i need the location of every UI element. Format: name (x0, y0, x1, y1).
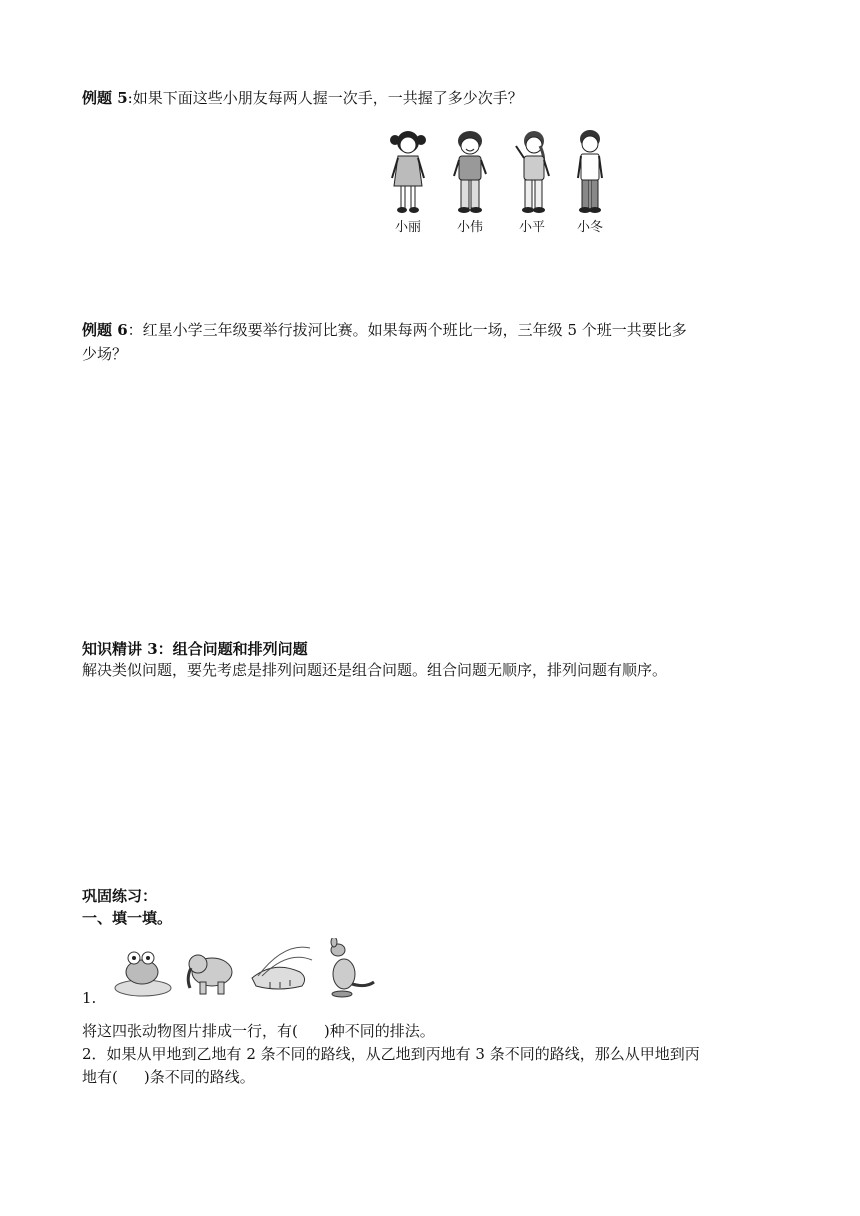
child-figure (442, 128, 498, 236)
children-illustration (380, 128, 616, 236)
child-figure (562, 128, 618, 236)
q2-text-line2 (82, 1066, 255, 1088)
girl-waving-figure-icon (512, 128, 552, 214)
knowledge3-title: 知识精讲 3：组合问题和排列问题 (82, 640, 308, 658)
frog-icon (112, 938, 174, 1000)
example6-question (82, 319, 687, 341)
kangaroo-icon (320, 938, 376, 1000)
q1-text-post: )种不同的排法。 (323, 1022, 435, 1040)
q2-text-post: )条不同的路线。 (143, 1068, 255, 1086)
child-name: 小冬 (576, 220, 603, 235)
child-name: 小丽 (394, 220, 421, 235)
q1-number: 1. (82, 989, 97, 1007)
example5-question (82, 87, 523, 109)
practice-title: 巩固练习： (82, 887, 158, 905)
q1-text (82, 1020, 435, 1042)
child-figure (380, 128, 436, 236)
boy-standing-figure-icon (570, 128, 610, 214)
animal-pictures (112, 938, 377, 1000)
knowledge3-body: 解决类似问题，要先考虑是排列问题还是组合问题。组合问题无顺序，排列问题有顺序。 (82, 661, 668, 679)
child-name: 小平 (518, 220, 545, 235)
shrimp-icon (244, 938, 314, 1000)
q2-text-line1: 2．如果从甲地到乙地有 2 条不同的路线，从乙地到丙地有 3 条不同的路线，那么从甲地到丙 (82, 1045, 700, 1063)
boy-figure-icon (450, 128, 490, 214)
example6-text-line2: 少场？ (82, 345, 128, 363)
example6-text-line1: ：红星小学三年级要举行拔河比赛。如果每两个班比一场，三年级 5 个班一共要比多 (127, 321, 687, 339)
child-name: 小伟 (456, 220, 483, 235)
example5-text: :如果下面这些小朋友每两人握一次手，一共握了多少次手？ (127, 89, 523, 107)
example5-label: 例题 5 (82, 89, 128, 107)
example6-label: 例题 6 (82, 321, 128, 339)
q2-text-pre: 地有( (82, 1068, 118, 1086)
child-figure (504, 128, 560, 236)
q1-text-pre: 将这四张动物图片排成一行，有( (82, 1022, 298, 1040)
girl-figure-icon (388, 128, 428, 214)
practice-section1: 一、填一填。 (82, 909, 173, 927)
elephant-icon (182, 938, 238, 1000)
